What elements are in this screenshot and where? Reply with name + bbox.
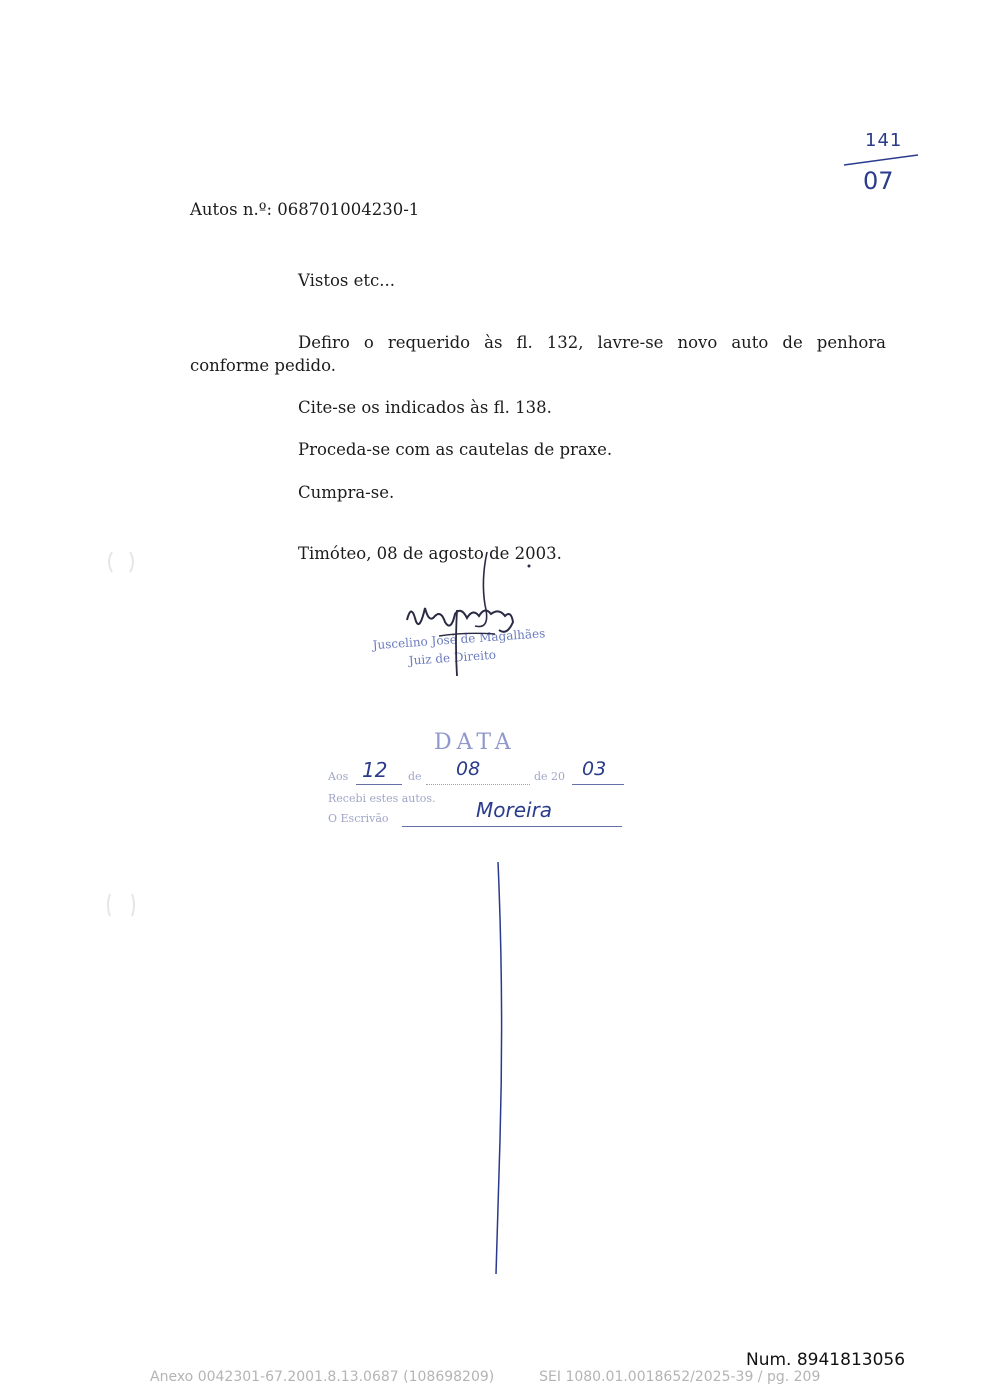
stamp-title: DATA: [434, 730, 516, 755]
paragraph-cumpra: Cumpra-se.: [298, 483, 395, 502]
receipt-date-stamp: [326, 730, 626, 840]
binder-hole-top: [104, 548, 138, 576]
binder-hole-bottom: [104, 890, 138, 920]
stamp-day: 12: [362, 758, 388, 782]
paragraph-defiro: Defiro o requerido às fl. 132, lavre-se novo auto de penhora: [298, 333, 886, 352]
stamp-received: Recebi estes autos.: [328, 792, 436, 805]
stamp-month: 08: [456, 758, 481, 780]
stamp-clerk-signature: Moreira: [476, 798, 553, 822]
paragraph-cite: Cite-se os indicados às fl. 138.: [298, 398, 552, 417]
paragraph-defiro-continued: conforme pedido.: [190, 356, 337, 375]
stamp-year: 03: [582, 758, 607, 780]
judge-role: Juiz de Direito: [408, 647, 497, 668]
footer-annex: Anexo 0042301-67.2001.8.13.0687 (108698209): [150, 1369, 495, 1385]
case-number: Autos n.º: 068701004230-1: [190, 200, 420, 219]
stamp-de1: de: [408, 770, 422, 783]
greeting: Vistos etc...: [298, 271, 396, 290]
stamp-clerk-label: O Escrivão: [328, 812, 389, 825]
footer-sei: SEI 1080.01.0018652/2025-39 / pg. 209: [539, 1369, 821, 1385]
stamp-prefix: Aos: [328, 770, 349, 783]
stamp-de2: de 20: [534, 770, 566, 783]
footer-metadata: [150, 1369, 820, 1385]
folio-bottom: 07: [863, 167, 894, 195]
folio-top: 141: [865, 130, 903, 151]
place-and-date: Timóteo, 08 de agosto de 2003.: [298, 544, 562, 563]
folio-number: [830, 125, 930, 205]
document-number: Num. 8941813056: [746, 1350, 906, 1370]
judge-signature: [395, 550, 535, 680]
vertical-strike-line: [480, 860, 520, 1280]
paragraph-proceda: Proceda-se com as cautelas de praxe.: [298, 440, 613, 459]
judge-name: Juscelino José de Magalhães: [372, 626, 546, 653]
